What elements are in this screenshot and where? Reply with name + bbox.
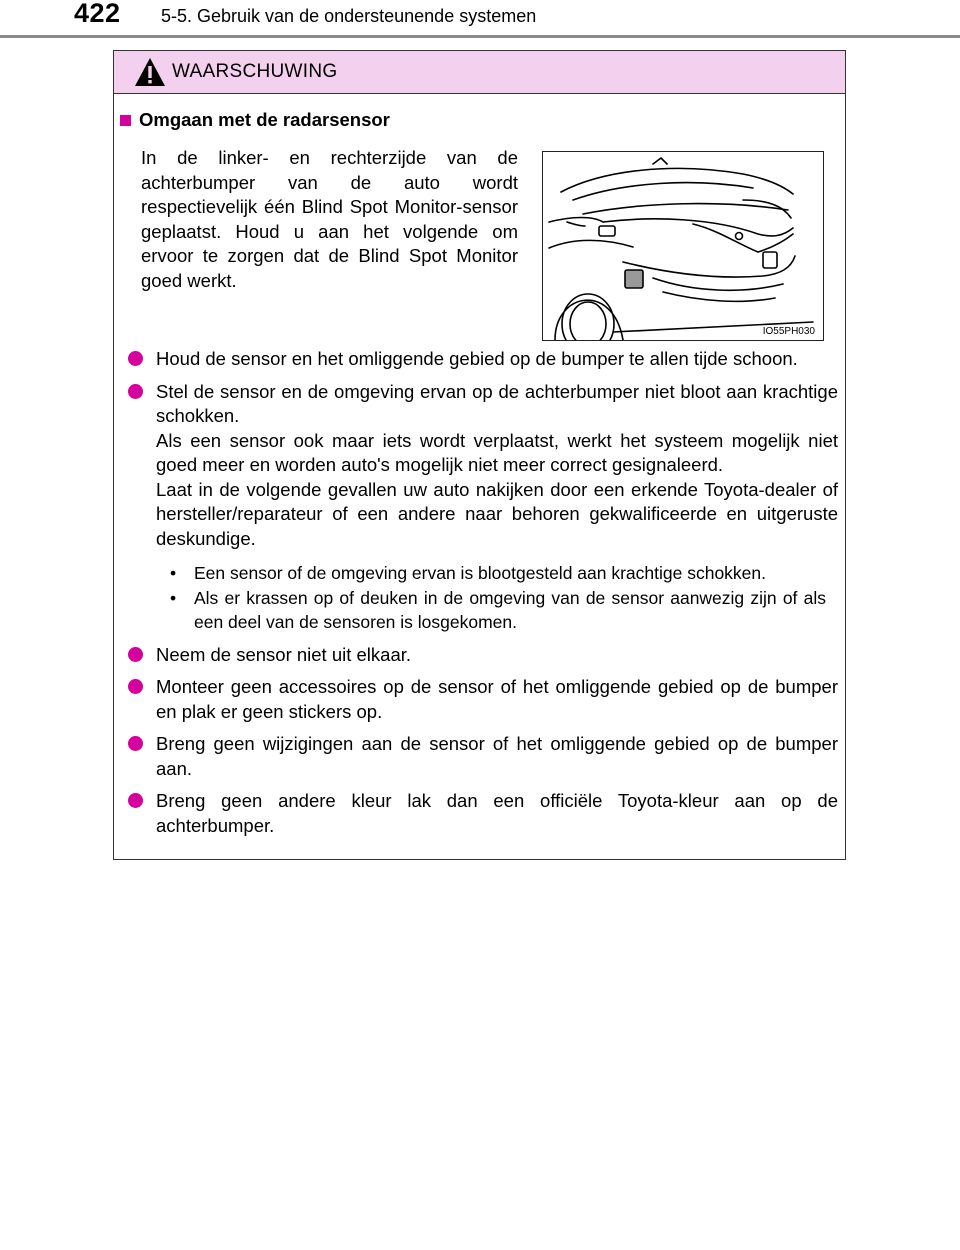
list-item — [126, 380, 838, 635]
list-item-text: Breng geen andere kleur lak dan een officiële Toyota-kleur aan op de achterbumper. — [156, 790, 838, 836]
list-item-text: Stel de sensor en de omgeving ervan op de achterbumper niet bloot aan krachtige schokken. — [156, 380, 838, 426]
page-number: 422 — [74, 0, 121, 28]
list-item — [126, 789, 838, 838]
sub-list-item-text: Een sensor of de omgeving ervan is blootgesteld aan krachtige schokken. — [194, 563, 767, 583]
header-divider — [0, 35, 960, 38]
circle-bullet-icon — [128, 384, 143, 399]
figure-code: IO55PH030 — [762, 326, 815, 337]
warning-triangle-icon — [134, 57, 166, 87]
list-item-text: Houd de sensor en het omliggende gebied op de bumper te allen tijde schoon. — [156, 348, 798, 369]
list-item-text: Neem de sensor niet uit elkaar. — [156, 643, 412, 665]
circle-bullet-icon — [128, 679, 143, 694]
warning-header — [114, 51, 845, 94]
circle-bullet-icon — [128, 793, 143, 808]
sub-list — [156, 561, 838, 635]
circle-bullet-icon — [128, 736, 143, 751]
bullet-list — [126, 347, 838, 846]
list-item — [126, 643, 838, 668]
circle-bullet-icon — [128, 351, 143, 366]
car-rear-drawing — [543, 152, 823, 340]
list-item — [126, 347, 838, 372]
heading-text: Omgaan met de radarsensor — [139, 109, 390, 130]
car-rear-illustration — [542, 151, 824, 341]
square-bullet-icon — [120, 115, 131, 126]
list-item-extra-text: Laat in de volgende gevallen uw auto nakijken door een erkende Toyota-dealer of hersteller/reparateur of een andere naar behoren gekwalificeerde en uitgeruste deskundige. — [156, 478, 838, 549]
section-title: 5-5. Gebruik van de ondersteunende systemen — [161, 6, 537, 26]
list-item — [126, 732, 838, 781]
section-heading — [120, 109, 390, 131]
intro-paragraph: In de linker- en rechterzijde van de achterbumper van de auto wordt respectievelijk één Blind Spot Monitor-sensor geplaatst. Houd u aan het volgende om ervoor te zorgen dat de Blind Spot Monitor goed werkt. — [141, 147, 518, 291]
list-item-extra-text: Als een sensor ook maar iets wordt verplaatst, werkt het systeem mogelijk niet goed meer en worden auto's mogelijk niet meer correct gesignaleerd. — [156, 429, 838, 475]
sub-list-item-text: Als er krassen op of deuken in de omgeving van de sensor aanwezig zijn of als een deel van de sensoren is losgekomen. — [194, 587, 826, 632]
list-item-text: Monteer geen accessoires op de sensor of het omliggende gebied op de bumper en plak er geen stickers op. — [156, 676, 838, 722]
warning-label: WAARSCHUWING — [172, 61, 338, 82]
list-item-text: Breng geen wijzigingen aan de sensor of het omliggende gebied op de bumper aan. — [156, 733, 838, 779]
list-item — [126, 675, 838, 724]
warning-box — [113, 50, 846, 860]
sub-list-item: • Als er krassen op of deuken in de omgeving van de sensor aanwezig zijn of als een deel van de sensoren is losgekomen. — [170, 587, 826, 632]
sub-list-item: • Een sensor of de omgeving ervan is blootgesteld aan krachtige schokken. — [170, 563, 767, 583]
circle-bullet-icon — [128, 647, 143, 662]
